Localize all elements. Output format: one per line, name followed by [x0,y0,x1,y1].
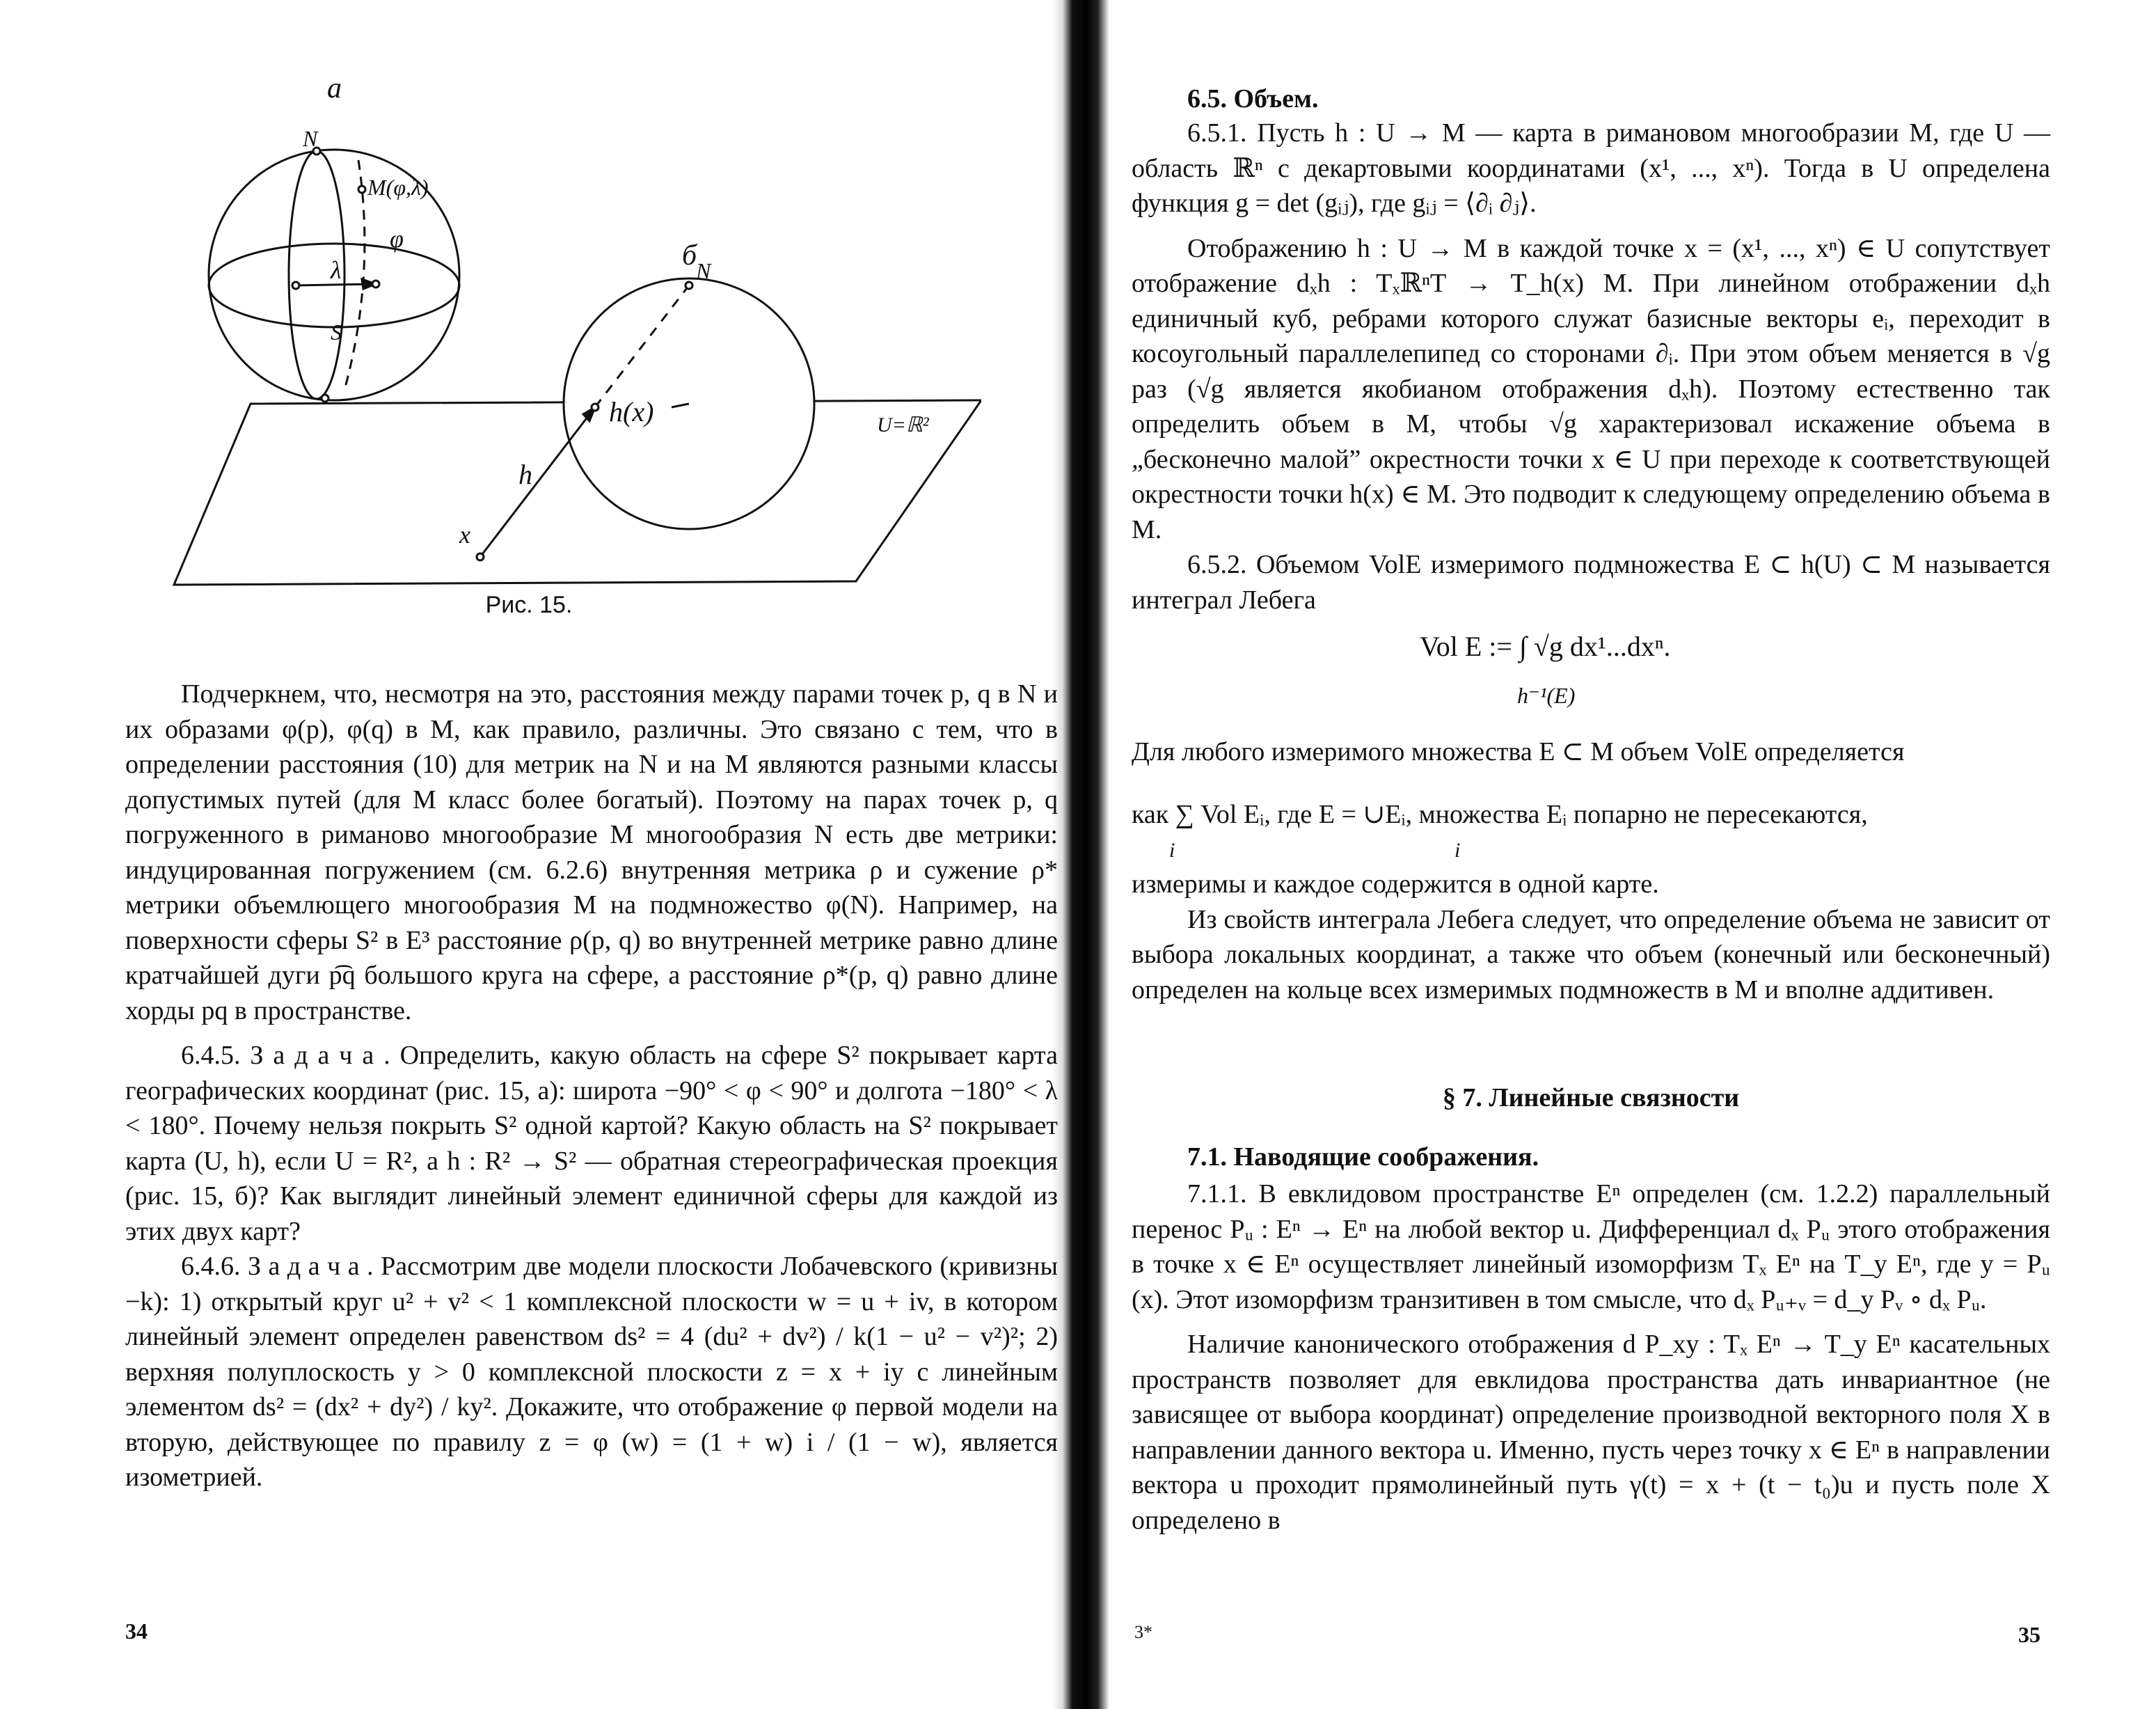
figure-label-a: а [327,77,342,104]
proj-label-x: x [459,521,470,549]
sum-line-text: как ∑ Vol Eᵢ, где E = ∪Eᵢ, множества Eᵢ попарно не пересекаются, [1132,800,1868,829]
right-paragraph-canonical: Наличие канонического отображения d P_xy : Tₓ Eⁿ → T_y Eⁿ касательных пространств позволяет для евклидова пространства дать инвариантное (не зависящее от выбора координат) определение производной векторного поля X в направлении данного вектора u. Именно, пусть через точку x ∈ Eⁿ в направлении вектора u проходит прямолинейный путь γ(t) = x + (t − t₀)u и пусть поле X определено в [1132,1330,2050,1535]
right-page-number: 35 [2018,1622,2040,1647]
heading-6-5: 6.5. Объем. [1187,84,1319,113]
sphere-label-n: N [303,126,318,151]
figure-caption: Рис. 15. [485,592,573,618]
left-page [0,0,1058,1709]
volume-formula-domain: h⁻¹(E) [1517,683,1576,708]
sum-line [1132,797,2050,833]
proj-label-n: N [696,258,711,283]
sphere-label-lambda: λ [331,256,342,284]
left-paragraph-1: Подчеркнем, что, несмотря на это, расстояния между парами точек p, q в N и их образами φ(p), φ(q) в M, как правило, различны. Это связано с тем, что в определении расстояния (10) для метрик на N и на M являются разными классы допустимых путей (для M класс более богатый). Поэтому на парах точек p, q погруженного в риманово многообразие M многообразия N есть две метрики: индуцированная погружением (см. 6.2.6) внутренняя метрика ρ и сужение ρ* метрики объемлющего многообразия M на подмножество φ(N). Например, на поверхности сферы S² в E³ расстояние ρ(p, q) во внутренней метрике равно длине кратчайшей дуги p͡q большого круга на сфере, а расстояние ρ*(p, q) равно длине хорды pq в пространстве. [125,679,1058,1025]
left-body-text [125,677,1058,1495]
sphere-label-m: M(φ,λ) [367,175,429,200]
proj-label-h: h [518,459,532,490]
sum-sub-right: i [1454,839,1461,862]
right-page [1100,0,2156,1709]
right-paragraph-measurable-set: Для любого измеримого множества E ⊂ M объем VolE определяется [1132,737,1905,766]
sum-sub-left: i [1169,839,1175,862]
right-paragraph-measurable: измеримы и каждое содержится в одной карте. [1132,869,1659,899]
right-paragraph-mapping: Отображению h : U → M в каждой точке x = (x¹, ..., xⁿ) ∈ U сопутствует отображение dₓh : TₓℝⁿT → T_h(x) M. При линейном отображении dₓh единичный куб, ребрами которого служат базисные векторы eᵢ, переходит в косоугольный параллелепипед со сторонами ∂ᵢ. При этом объем меняется в √g раз (√g является якобианом отображения dₓh). Поэтому естественно так определить объем в M, чтобы √g характеризовал искажение объема в „бесконечно малой” окрестности точки x ∈ U при переходе к соответствующей окрестности точки h(x) ∈ M. Это подводит к следующему определению объема в M. [1132,233,2050,544]
figure-15 [160,77,981,592]
left-paragraph-3: 6.4.6. З а д а ч а . Рассмотрим две модели плоскости Лобачевского (кривизны −k): 1) открытый круг u² + v² < 1 комплексной плоскости w = u + iv, в котором линейный элемент определен равенством ds² = 4 (du² + dv²) / k(1 − u² − v²)²; 2) верхняя полуплоскость y > 0 комплексной плоскости z = x + iy с линейным элементом ds² = (dx² + dy²) / ky². Докажите, что отображение φ первой модели на вторую, действующее по правилу z = φ (w) = (1 + w) i / (1 − w), является изометрией. [125,1252,1058,1492]
signature-mark: 3* [1134,1622,1152,1642]
volume-formula: Vol E := ∫ √g dx¹...dxⁿ. [1420,631,1671,662]
section-7-title: § 7. Линейные связности [1442,1083,1740,1112]
sphere-label-phi: φ [390,225,404,253]
left-paragraph-2: 6.4.5. З а д а ч а . Определить, какую область на сфере S² покрывает карта географических координат (рис. 15, а): широта −90° < φ < 90° и долгота −180° < λ < 180°. Почему нельзя покрыть S² одной картой? Какую область на S² покрывает карта (U, h), если U = R², а h : R² → S² — обратная стереографическая проекция (рис. 15, б)? Как выглядит линейный элемент единичной сферы для каждой из этих двух карт? [125,1041,1058,1246]
left-page-number: 34 [125,1619,148,1644]
right-paragraph-652: 6.5.2. Объемом VolE измеримого подмножества E ⊂ h(U) ⊂ M называется интеграл Лебега [1132,550,2050,615]
right-paragraph-lebesgue: Из свойств интеграла Лебега следует, что определение объема не зависит от выбора локальных координат, а также что объем (конечный или бесконечный) определен на кольце всех измеримых подмножеств в M и вполне аддитивен. [1132,904,2050,1005]
right-body-bottom [1132,1176,2050,1538]
right-body-top [1132,116,2050,617]
proj-label-hx: h(x) [609,396,654,427]
right-body-middle [1132,734,2050,770]
right-body-lebesgue [1132,867,2050,1007]
proj-label-plane: U=ℝ² [877,414,929,436]
figure-label-b: б [682,239,697,271]
sphere-label-s: S [331,320,342,345]
heading-7-1: 7.1. Наводящие соображения. [1187,1142,1539,1172]
right-paragraph-651: 6.5.1. Пусть h : U → M — карта в римановом многообразии M, где U — область ℝⁿ с декартовыми координатами (x¹, ..., xⁿ). Тогда в U определена функция g = det (gᵢⱼ), где gᵢⱼ = ⟨∂ᵢ ∂ⱼ⟩. [1132,118,2050,218]
right-paragraph-711: 7.1.1. В евклидовом пространстве Eⁿ определен (см. 1.2.2) параллельный перенос Pᵤ : Eⁿ → Eⁿ на любой вектор u. Дифференциал dₓ Pᵤ этого отображения в точке x ∈ Eⁿ осуществляет линейный изоморфизм Tₓ Eⁿ на T_y Eⁿ, где y = Pᵤ (x). Этот изоморфизм транзитивен в том смысле, что dₓ Pᵤ₊ᵥ = d_y Pᵥ ∘ dₓ Pᵤ. [1132,1179,2050,1314]
